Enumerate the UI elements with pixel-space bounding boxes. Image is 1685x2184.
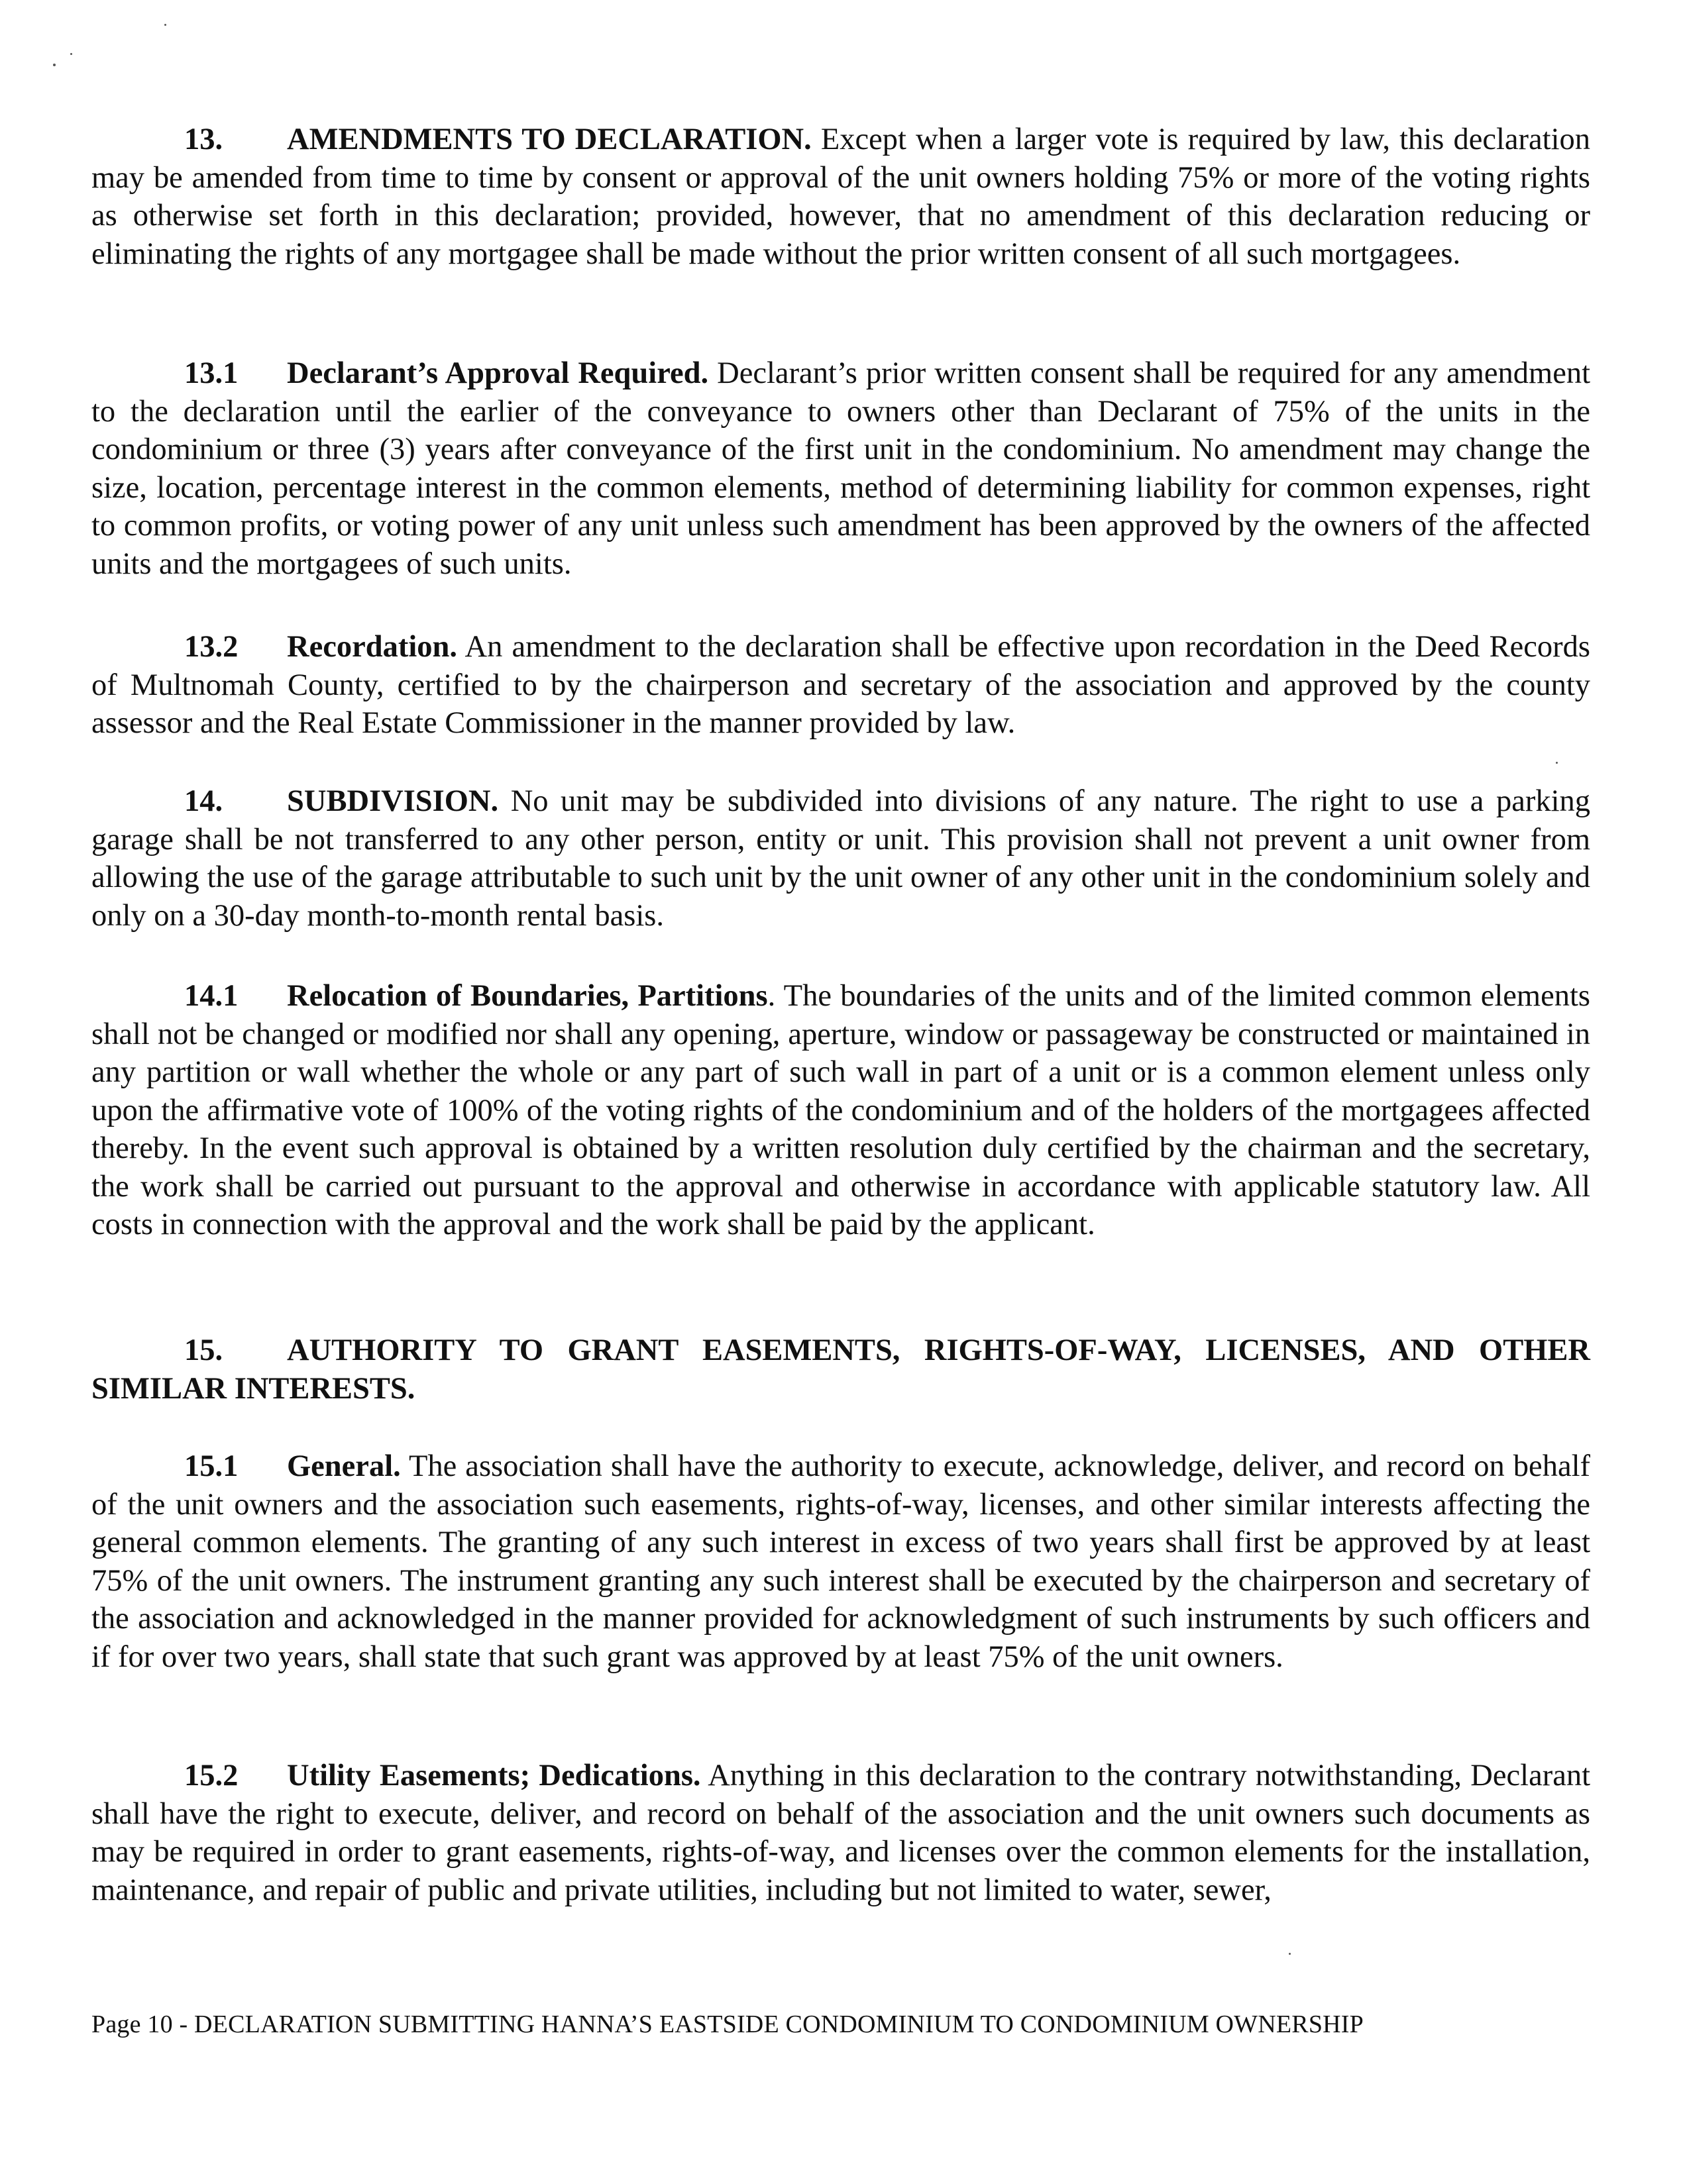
section-heading: SUBDIVISION. — [287, 784, 499, 818]
section-number: 15. — [184, 1333, 223, 1367]
section-number: 14. — [184, 784, 223, 818]
section-text: Declarant’s prior written consent shall be required for any amendment to the declaration until the earlier of the conveyance to owners other than Declarant of 75% of the units in the condominium or three (3) years after conveyance of the first unit in the condominium. No amendment may change the size, location, percentage interest in the common elements, method of determining liability for common expenses, right to common profits, or voting power of any unit unless such amendment has been approved by the owners of the affected units and the mortgagees of such units. — [91, 356, 1591, 581]
scan-speck — [53, 64, 56, 66]
section-14 — [91, 782, 1590, 935]
section-13-1 — [91, 354, 1590, 583]
section-heading: AUTHORITY TO GRANT EASEMENTS, RIGHTS-OF-WAY, LICENSES, AND OTHER SIMILAR INTERESTS. — [91, 1333, 1590, 1406]
section-number: 13.2 — [184, 630, 239, 664]
section-heading: General. — [287, 1449, 401, 1483]
section-text: The association shall have the authority to execute, acknowledge, deliver, and record on behalf of the unit owners and the association such easements, rights-of-way, licenses, and other similar interests affecting the general common elements. The granting of any such interest in excess of two years shall first be approved by at least 75% of the unit owners. The instrument granting any such interest shall be executed by the chairperson and secretary of the association and acknowledged in the manner provided for acknowledgment of such instruments by such officers and if for over two years, shall state that such grant was approved by at least 75% of the unit owners. — [91, 1449, 1590, 1674]
section-14-1 — [91, 977, 1590, 1244]
section-number: 15.2 — [184, 1759, 239, 1793]
section-heading: Utility Easements; Dedications. — [287, 1759, 701, 1793]
section-heading: Declarant’s Approval Required. — [287, 356, 709, 390]
document-page — [91, 0, 1590, 2184]
section-text: An amendment to the declaration shall be effective upon recordation in the Deed Records of Multnomah County, certified to by the chairperson and secretary of the association and approved by the county assessor and the Real Estate Commissioner in the manner provided by law. — [91, 630, 1590, 740]
section-15-1 — [91, 1447, 1590, 1676]
section-number: 13.1 — [184, 356, 239, 390]
section-13-2 — [91, 628, 1590, 743]
section-heading: AMENDMENTS TO DECLARATION. — [287, 123, 812, 156]
section-number: 13. — [184, 123, 223, 156]
scan-speck — [70, 53, 72, 55]
section-heading: Relocation of Boundaries, Partitions — [287, 979, 768, 1013]
section-15 — [91, 1331, 1590, 1408]
section-text: . The boundaries of the units and of the limited common elements shall not be changed or modified nor shall any opening, aperture, window or passageway be constructed or maintained in any partition or wall whether the whole or any part of such wall in part of a unit or is a common element unless only upon the affirmative vote of 100% of the voting rights of the condominium and of the holders of the mortgagees affected thereby. In the event such approval is obtained by a written resolution duly certified by the chairman and the secretary, the work shall be carried out pursuant to the approval and otherwise in accordance with applicable statutory law. All costs in connection with the approval and the work shall be paid by the applicant. — [91, 979, 1590, 1241]
page-footer: Page 10 - DECLARATION SUBMITTING HANNA’S EASTSIDE CONDOMINIUM TO CONDOMINIUM OWNERSHIP — [91, 2010, 1364, 2038]
section-text: Anything in this declaration to the contrary notwithstanding, Declarant shall have the right to execute, deliver, and record on behalf of the association and the unit owners such documents as may be required in order to grant easements, rights-of-way, and licenses over the common elements for the installation, maintenance, and repair of public and private utilities, including but not limited to water, sewer, — [91, 1759, 1591, 1907]
section-number: 14.1 — [184, 979, 239, 1013]
section-heading: Recordation. — [287, 630, 457, 664]
section-13 — [91, 121, 1590, 273]
section-15-2 — [91, 1757, 1590, 1909]
section-text: No unit may be subdivided into divisions of any nature. The right to use a parking garage shall be not transferred to any other person, entity or unit. This provision shall not prevent a unit owner from allowing the use of the garage attributable to such unit by the unit owner of any other unit in the condominium solely and only on a 30-day month-to-month rental basis. — [91, 784, 1590, 933]
section-text: Except when a larger vote is required by law, this declaration may be amended from time to time by consent or approval of the unit owners holding 75% or more of the voting rights as otherwise set forth in this declaration; provided, however, that no amendment of this declaration reducing or eliminating the rights of any mortgagee shall be made without the prior written consent of all such mortgagees. — [91, 123, 1590, 271]
section-number: 15.1 — [184, 1449, 239, 1483]
